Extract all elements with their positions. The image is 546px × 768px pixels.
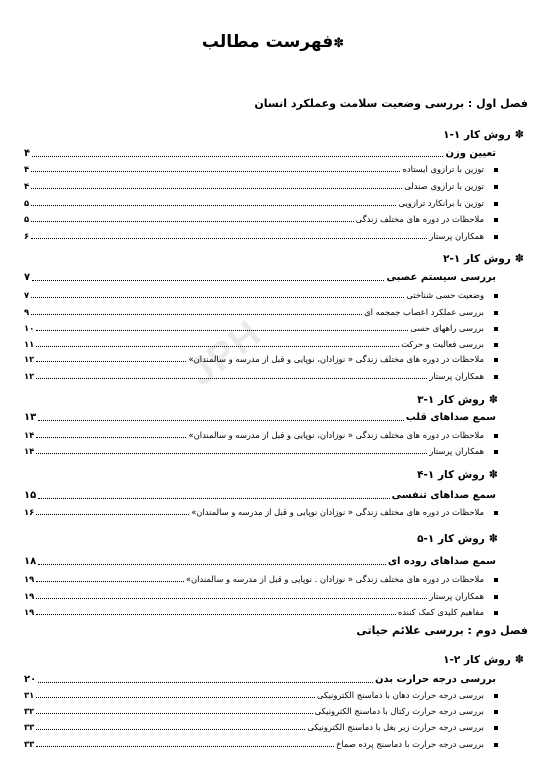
toc-item[interactable] xyxy=(24,505,484,517)
page-number: ۳۱ xyxy=(24,690,35,700)
bullet-icon xyxy=(494,202,498,206)
bullet-icon xyxy=(494,434,498,438)
section-label: روش کار ۱-۳ xyxy=(417,394,485,406)
toc-topic[interactable] xyxy=(24,672,496,685)
section-heading xyxy=(443,252,524,265)
item-title: مفاهیم کلیدی کمک کننده xyxy=(397,607,484,617)
item-title: بررسی درجه حرارت رکتال با دماسنج الکترونیکی xyxy=(314,706,484,716)
page-number: ۱۳ xyxy=(24,412,37,423)
page-number: ۱۰ xyxy=(24,323,35,333)
bullet-icon xyxy=(494,578,498,582)
leader-dots xyxy=(31,238,427,239)
leader-dots xyxy=(36,378,427,379)
topic-title: سمع صداهای قلب xyxy=(405,412,496,423)
item-title: بررسی درجه حرارت دهان با دماسنج الکترونیکی xyxy=(316,690,484,700)
bullet-icon xyxy=(494,743,498,747)
item-title: وضعیت حسی شناختی xyxy=(406,290,484,300)
section-heading xyxy=(443,128,524,141)
toc-item[interactable] xyxy=(24,428,484,440)
leader-dots xyxy=(31,205,396,206)
section-label: روش کار ۱-۴ xyxy=(417,469,485,481)
leader-dots xyxy=(36,514,189,515)
leader-dots xyxy=(36,697,315,698)
page-number: ۶ xyxy=(24,231,30,241)
item-title: بررسی درجه حرارت با دماسنج پرده صماخ xyxy=(335,739,484,749)
toc-item[interactable] xyxy=(24,352,484,364)
leader-dots xyxy=(31,297,404,298)
page-number: ۷ xyxy=(24,272,31,283)
item-title: بررسی عملکرد اعصاب جمجمه ای xyxy=(364,307,484,317)
chapter-1-heading: فصل اول : بررسی وضعیت سلامت وعملکرد انسان xyxy=(254,97,528,110)
bullet-icon xyxy=(494,358,498,362)
leader-dots xyxy=(36,713,312,714)
page-number: ۹ xyxy=(24,307,30,317)
toc-item[interactable] xyxy=(24,720,484,732)
leader-dots xyxy=(31,188,402,189)
flower-icon: ✽ xyxy=(488,532,498,545)
bullet-icon xyxy=(494,710,498,714)
topic-title: بررسی درجه حرارت بدن xyxy=(374,674,496,685)
page-number: ۱۱ xyxy=(24,339,35,349)
section-label: روش کار ۱-۱ xyxy=(443,129,511,141)
page-number: ۱۴ xyxy=(24,446,35,456)
bullet-icon xyxy=(494,511,498,515)
toc-item[interactable] xyxy=(24,179,484,191)
bullet-icon xyxy=(494,311,498,315)
leader-dots xyxy=(38,682,373,683)
flower-icon: ✽ xyxy=(514,252,524,265)
toc-item[interactable] xyxy=(24,688,484,700)
section-label: روش کار ۲-۱ xyxy=(443,654,511,666)
section-heading xyxy=(443,653,524,666)
page-number: ۱۸ xyxy=(24,556,37,567)
page-number: ۱۲ xyxy=(24,354,35,364)
item-title: همکاران پرستار xyxy=(429,371,484,381)
leader-dots xyxy=(36,614,396,615)
toc-item[interactable] xyxy=(24,589,484,601)
leader-dots xyxy=(38,420,404,421)
page-number: ۱۹ xyxy=(24,574,35,584)
page-number: ۷ xyxy=(24,290,30,300)
bullet-icon xyxy=(494,235,498,239)
watermark: JPH xyxy=(181,311,271,395)
item-title: ملاحظات در دوره های مختلف زندگی « نوزادان، نوپایی و قبل از مدرسه و سالمندان» xyxy=(188,354,484,364)
topic-title: تعیین وزن xyxy=(445,148,496,159)
page-number: ۴ xyxy=(24,181,30,191)
page-number: ۱۲ xyxy=(24,371,35,381)
item-title: ملاحظات در دوره های مختلف زندگی xyxy=(355,214,484,224)
flower-icon: ✽ xyxy=(514,128,524,141)
leader-dots xyxy=(31,314,362,315)
bullet-icon xyxy=(494,611,498,615)
item-title: توزین با ترازوی ایستاده xyxy=(402,164,484,174)
leader-dots xyxy=(36,361,186,362)
section-heading xyxy=(417,468,498,481)
page-number: ۱۹ xyxy=(24,591,35,601)
toc-item[interactable] xyxy=(24,162,484,174)
bullet-icon xyxy=(494,168,498,172)
item-title: ملاحظات در دوره های مختلف زندگی « نوزادان . نوپایی و قبل از مدرسه و سالمندان» xyxy=(185,574,484,584)
page-number: ۳۳ xyxy=(24,722,35,732)
toc-item[interactable] xyxy=(24,337,484,349)
leader-dots xyxy=(32,280,384,281)
toc-item[interactable] xyxy=(24,605,484,617)
item-title: توزین با ترازوی صندلی xyxy=(404,181,484,191)
bullet-icon xyxy=(494,450,498,454)
bullet-icon xyxy=(494,595,498,599)
toc-item[interactable] xyxy=(24,229,484,241)
section-label: روش کار ۱-۲ xyxy=(443,253,511,265)
bullet-icon xyxy=(494,185,498,189)
item-title: بررسی فعالیت و حرکت xyxy=(401,339,484,349)
leader-dots xyxy=(38,564,386,565)
topic-title: بررسی سیستم عصبی xyxy=(386,272,496,283)
leader-dots xyxy=(36,453,427,454)
toc-topic[interactable] xyxy=(24,554,496,567)
toc-item[interactable] xyxy=(24,321,484,333)
flower-icon: ✽ xyxy=(514,653,524,666)
toc-item[interactable] xyxy=(24,196,484,208)
page-number: ۵ xyxy=(24,214,30,224)
topic-title: سمع صداهای روده ای xyxy=(387,556,496,567)
page-number: ۴ xyxy=(24,148,31,159)
flower-icon: ✽ xyxy=(488,468,498,481)
item-title: بررسی راههای حسی xyxy=(410,323,484,333)
leader-dots xyxy=(36,746,334,747)
toc-item[interactable] xyxy=(24,288,484,300)
item-title: همکاران پرستار xyxy=(429,231,484,241)
leader-dots xyxy=(36,581,184,582)
toc-item[interactable] xyxy=(24,737,484,749)
page-title-text: فهرست مطالب xyxy=(201,32,334,52)
leader-dots xyxy=(36,598,427,599)
item-title: ملاحظات در دوره های مختلف زندگی « نوزادان، نوپایی و قبل از مدرسه و سالمندان» xyxy=(188,430,484,440)
flower-icon: ✽ xyxy=(488,393,498,406)
toc-item[interactable] xyxy=(24,704,484,716)
item-title: توزین با برانکارد ترازویی xyxy=(398,198,484,208)
page-number: ۵ xyxy=(24,198,30,208)
page-number: ۱۴ xyxy=(24,430,35,440)
page-number: ۱۶ xyxy=(24,507,35,517)
toc-item[interactable] xyxy=(24,305,484,317)
toc-topic[interactable] xyxy=(24,410,496,423)
bullet-icon xyxy=(494,694,498,698)
item-title: بررسی درجه حرارت زیر بغل با دماسنج الکترونیکی xyxy=(307,722,484,732)
page-number: ۳۲ xyxy=(24,706,35,716)
toc-topic[interactable] xyxy=(24,270,496,283)
leader-dots xyxy=(36,437,186,438)
page-number: ۴ xyxy=(24,164,30,174)
leader-dots xyxy=(36,729,305,730)
bullet-icon xyxy=(494,375,498,379)
item-title: همکاران پرستار xyxy=(429,446,484,456)
toc-topic[interactable] xyxy=(24,488,496,501)
item-title: ملاحظات در دوره های مختلف زندگی « نوزادان نوپایی و قبل از مدرسه و سالمندان» xyxy=(191,507,484,517)
toc-item[interactable] xyxy=(24,212,484,224)
bullet-icon xyxy=(494,218,498,222)
leader-dots xyxy=(36,330,408,331)
chapter-2-heading: فصل دوم : بررسی علائم حیاتی xyxy=(356,624,528,637)
bullet-icon xyxy=(494,726,498,730)
bullet-icon xyxy=(494,343,498,347)
leader-dots xyxy=(31,171,400,172)
leader-dots xyxy=(38,498,389,499)
page-number: ۱۵ xyxy=(24,490,37,501)
flower-icon: ✽ xyxy=(333,36,345,51)
item-title: همکاران پرستار xyxy=(429,591,484,601)
leader-dots xyxy=(32,156,443,157)
toc-item[interactable] xyxy=(24,572,484,584)
toc-topic[interactable] xyxy=(24,146,496,159)
leader-dots xyxy=(36,346,399,347)
leader-dots xyxy=(31,221,353,222)
page-number: ۱۹ xyxy=(24,607,35,617)
section-heading xyxy=(417,532,498,545)
page-number: ۳۳ xyxy=(24,739,35,749)
section-heading xyxy=(417,393,498,406)
toc-item[interactable] xyxy=(24,369,484,381)
bullet-icon xyxy=(494,327,498,331)
section-label: روش کار ۱-۵ xyxy=(417,533,485,545)
topic-title: سمع صداهای تنفسی xyxy=(391,490,496,501)
page-number: ۲۰ xyxy=(24,674,37,685)
page-title xyxy=(0,32,546,52)
toc-item[interactable] xyxy=(24,444,484,456)
bullet-icon xyxy=(494,294,498,298)
